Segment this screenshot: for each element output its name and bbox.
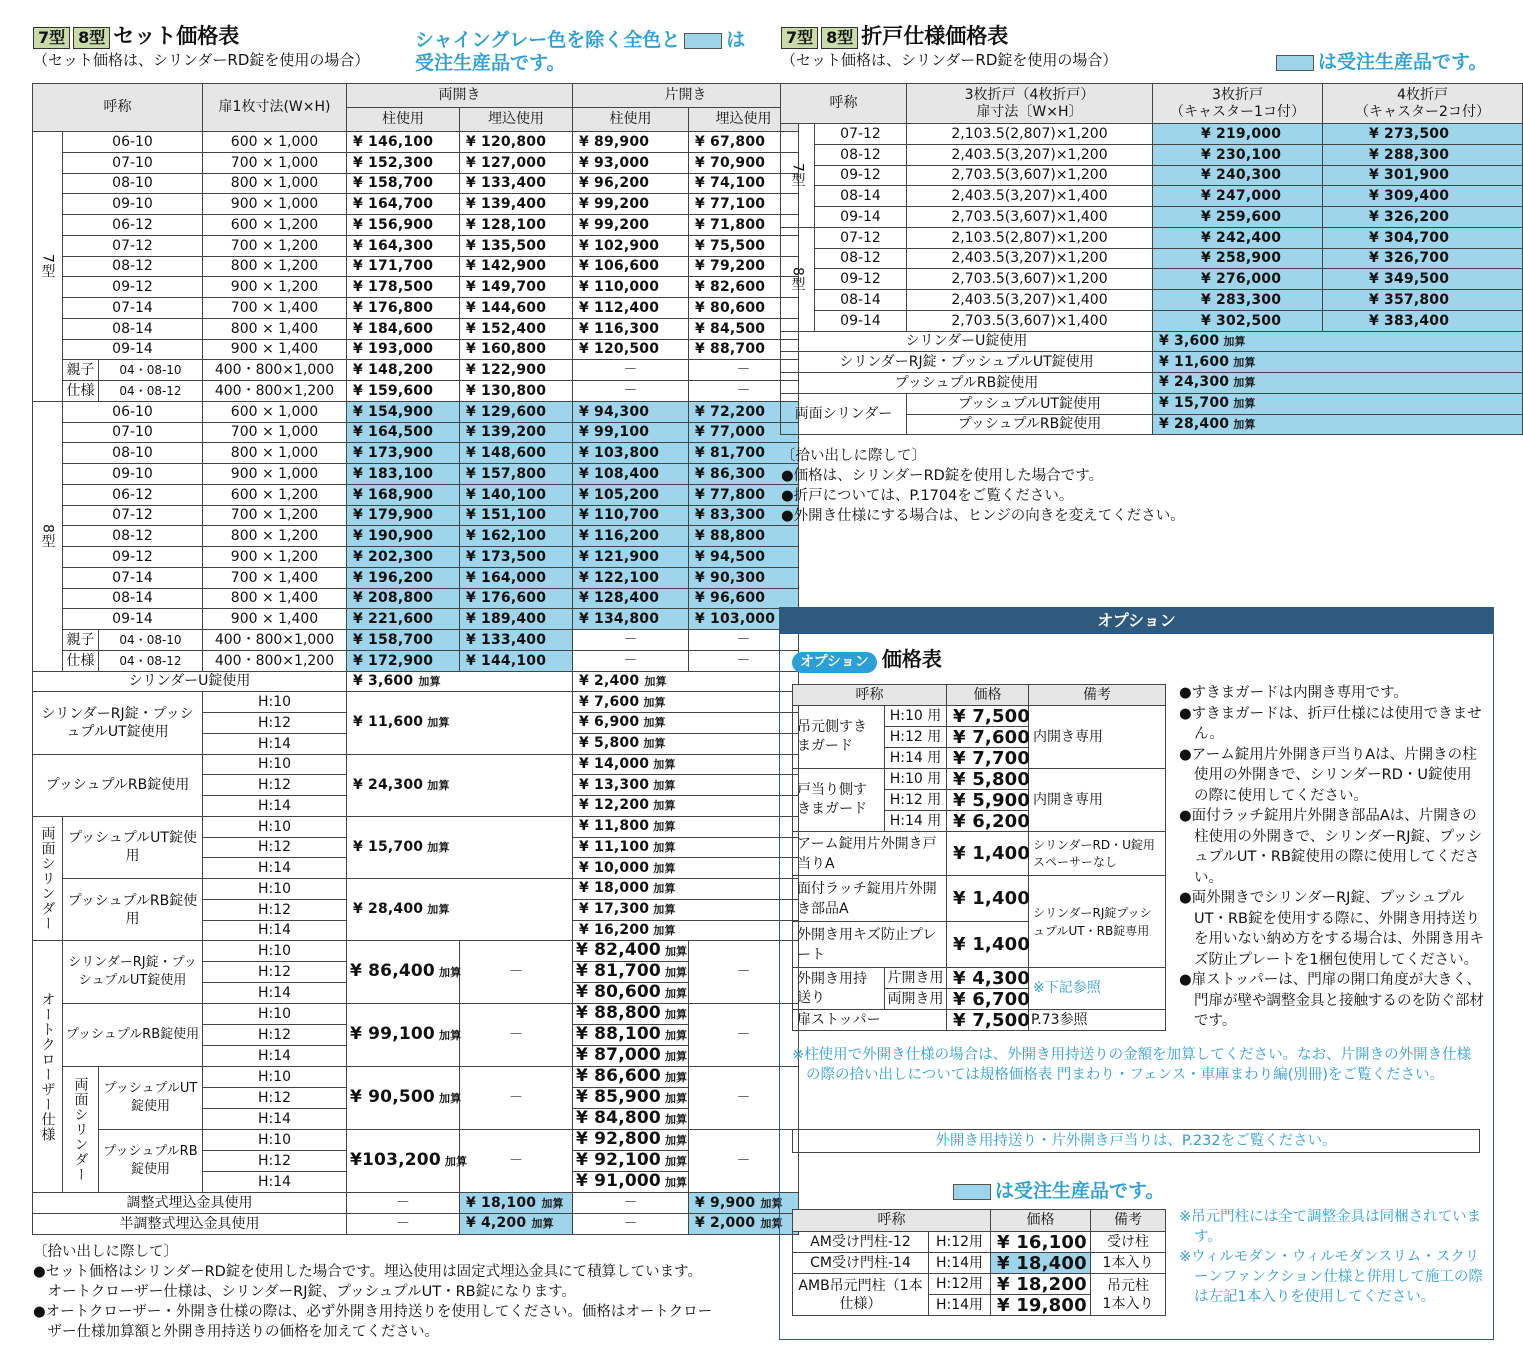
right-header: 7型 8型 折戸仕様価格表 （セット価格は、シリンダーRD錠を使用の場合） [781, 24, 1118, 69]
table-row: 08-14 2,403.5(3,207)×1,400 ¥ 247,000 ¥ 309,400 [781, 186, 1523, 207]
table-row: H:14 ¥ 87,000 加算 [33, 1046, 799, 1067]
table-row: H:12 用 ¥ 7,600 [793, 727, 1166, 748]
table-row: 09-14 2,703.5(3,607)×1,400 ¥ 302,500 ¥ 383,400 [781, 310, 1523, 331]
table-row: 09-12 2,703.5(3,607)×1,200 ¥ 240,300 ¥ 301,900 [781, 165, 1523, 186]
table-row: H:14 ¥ 12,200 加算 [33, 796, 799, 817]
table-row: 09-10 900 × 1,000 ¥ 183,100 ¥ 157,800 ¥ 108,400 ¥ 86,300 [33, 464, 799, 485]
table-row: H:14 ¥ 80,600 加算 [33, 983, 799, 1004]
left-notes: 〔拾い出しに際して〕 ●セット価格はシリンダーRD錠を使用した場合です。埋込使用は固定式埋込金具にて積算しています。 オートクローザー仕様は、シリンダーRJ錠、プッシュプルUT・RB錠になります。 ●オートクローザー・外開き仕様の際は、必ず外開き用持送りを使用してください。価格はオートクロー ザー仕様加算額と外開き用持送りの価格を加えてください。 [33, 1244, 713, 1340]
table-row: 06-12 600 × 1,200 ¥ 168,900 ¥ 140,100 ¥ 105,200 ¥ 77,800 [33, 484, 799, 505]
table-row: 扉ストッパー ¥ 7,500 P.73参照 [793, 1010, 1166, 1031]
table-row: シリンダーRJ錠・プッシュプルUT錠使用 H:10 ¥ 11,600 加算 ¥ 7,600 加算 [33, 692, 799, 713]
table-row: 外開き用キズ防止プレート ¥ 1,400 [793, 922, 1166, 968]
left-title: セット価格表 [113, 24, 240, 48]
table-row: 07-12 700 × 1,200 ¥ 179,900 ¥ 151,100 ¥ 110,700 ¥ 83,300 [33, 505, 799, 526]
right-title: 折戸仕様価格表 [861, 24, 1009, 48]
folding-price-table: 呼称 3枚折戸（4枚折戸） 扉寸法〔W×H〕 3枚折戸 （キャスター1コ付） 4枚折戸 （キャスター2コ付） 7型 07-12 2,103.5(2,807)×1,200 ¥ 219,000 ¥ 273,500 08-12 2,403.5(3,207)×1,200 ¥ 230,100 ¥ 288,300 09-12 2,703.5(3,607)×1,200 ¥ 240,300 ¥ 301,900 08-14 2,403.5(3,207)×1,400 ¥ 247,000 ¥ 309,400 09-14 2,703.5(3,607)×1,400 ¥ 259,600 ¥ 326,200 8型 07-12 2,103.5(2,807)×1,200 ¥ 242,400 ¥ 304,700 08-12 2,403.5(3,207)×1,200 ¥ 258,900 ¥ 326,700 09-12 2,703.5(3,607)×1,200 ¥ 276,000 ¥ 349,500 08-14 2,403.5(3,207)×1,400 ¥ 283,300 ¥ 357,800 09-14 2,703.5(3,607)×1,400 ¥ 302,500 ¥ 383,400 シリンダーU錠使用 ¥ 3,600 加算 シリンダーRJ錠・プッシュプルUT錠使用 ¥ 11,600 加算 プッシュプルRB錠使用 ¥ 24,300 加算 両面シリンダー プッシュプルUT錠使用 ¥ 15,700 加算 プッシュプルRB錠使用 ¥ 28,400 加算 [780, 83, 1523, 435]
right-subtitle: （セット価格は、シリンダーRD錠を使用の場合） [781, 51, 1118, 69]
table-row: 両開き用 ¥ 6,700 [793, 989, 1166, 1010]
option-table: 呼称 価格 備考 吊元側すきまガード H:10 用 ¥ 7,500 内開き専用 H:12 用 ¥ 7,600 H:14 用 ¥ 7,700 戸当り側すきまガード H:10 用 ¥ 5,800 内開き専用 H:12 用 ¥ 5,900 H:14 用 ¥ 6,200 アーム錠用片外開き戸当りA ¥ 1,400 シリンダーRD・U錠用スペーサーなし 面付ラッチ錠用片外開き部品A ¥ 1,400 シリンダーRJ錠プッシュプルUT・RB錠専用 外開き用キズ防止プレート ¥ 1,400 外開き用持送り 片開き用 ¥ 4,300 ※下記参照 両開き用 ¥ 6,700 扉ストッパー ¥ 7,500 P.73参照 [792, 684, 1166, 1031]
table-row: 08-12 2,403.5(3,207)×1,200 ¥ 230,100 ¥ 288,300 [781, 144, 1523, 165]
table-row: H:12 ¥ 92,100 加算 [33, 1151, 799, 1172]
table-row: H:14 ¥ 5,800 加算 [33, 733, 799, 754]
table-row: H:12 用 ¥ 5,900 [793, 790, 1166, 811]
post-table: 呼称 価格 備考 AM受け門柱-12 H:12用 ¥ 16,100 受け柱 CM受け門柱-14 H:14用 ¥ 18,400 1本入り AMB吊元門柱（1本仕様） H:12用 ¥ 18,200 吊元柱 1本入り H:14用 ¥ 19,800 [792, 1209, 1166, 1316]
table-row: H:12 ¥ 17,300 加算 [33, 899, 799, 920]
table-row: 09-14 900 × 1,400 ¥ 221,600 ¥ 189,400 ¥ 134,800 ¥ 103,000 [33, 609, 799, 630]
table-row: 7型 07-12 2,103.5(2,807)×1,200 ¥ 219,000 ¥ 273,500 [781, 124, 1523, 145]
table-row: H:12 ¥ 81,700 加算 [33, 962, 799, 983]
table-row: 08-12 2,403.5(3,207)×1,200 ¥ 258,900 ¥ 326,700 [781, 248, 1523, 269]
option-bullets: ●すきまガードは内開き専用です。 ●すきまガードは、折戸仕様には使用できません。 ●アーム錠用片外開き戸当りAは、片開きの柱使用の外開きで、シリンダーRD・U錠使用の際に使用してください。 ●面付ラッチ錠用片外開き部品Aは、片開きの柱使用の外開きで、シリンダーRJ錠、プッシュプルUT・RB錠使用の際に使用してください。 ●両外開きでシリンダーRJ錠、プッシュプルUT・RB錠を使用する際に、外開き用持送りを用いない納め方をする場合は、外開き用キズ防止プレートを1梱包使用してください。 ●扉ストッパーは、門扉の開口角度が大きく、門扉が壁や調整金具と接触するのを防ぐ部材です。 [1179, 685, 1484, 1029]
table-row: 09-12 900 × 1,200 ¥ 178,500 ¥ 149,700 ¥ 110,000 ¥ 82,600 [33, 277, 799, 298]
right-juchu: は受注生産品です。 [1276, 51, 1487, 73]
set-price-table: 呼称 扉1枚寸法(W×H) 両開き 片開き 柱使用 埋込使用 柱使用 埋込使用 7型 06-10 600 × 1,000 ¥ 146,100 ¥ 120,800 ¥ 89,900 ¥ 67,800 07-10 700 × 1,000 ¥ 152,300 ¥ 127,000 ¥ 93,000 ¥ 70,900 08-10 800 × 1,000 ¥ 158,700 ¥ 133,400 ¥ 96,200 ¥ 74,100 09-10 900 × 1,000 ¥ 164,700 ¥ 139,400 ¥ 99,200 ¥ 77,100 06-12 600 × 1,200 ¥ 156,900 ¥ 128,100 ¥ 99,200 ¥ 71,800 07-12 700 × 1,200 ¥ 164,300 ¥ 135,500 ¥ 102,900 ¥ 75,500 08-12 800 × 1,200 ¥ 171,700 ¥ 142,900 ¥ 106,600 ¥ 79,200 09-12 900 × 1,200 ¥ 178,500 ¥ 149,700 ¥ 110,000 ¥ 82,600 07-14 700 × 1,400 ¥ 176,800 ¥ 144,600 ¥ 112,400 ¥ 80,600 08-14 800 × 1,400 ¥ 184,600 ¥ 152,400 ¥ 116,300 ¥ 84,500 09-14 900 × 1,400 ¥ 193,000 ¥ 160,800 ¥ 120,500 ¥ 88,700 親子 04・08-10 400・800×1,000 ¥ 148,200 ¥ 122,900 － － 仕様 04・08-12 400・800×1,200 ¥ 159,600 ¥ 130,800 － － 8型 06-10 600 × 1,000 ¥ 154,900 ¥ 129,600 ¥ 94,300 ¥ 72,200 07-10 700 × 1,000 ¥ 164,500 ¥ 139,200 ¥ 99,100 ¥ 77,000 08-10 800 × 1,000 ¥ 173,900 ¥ 148,600 ¥ 103,800 ¥ 81,700 09-10 900 × 1,000 ¥ 183,100 ¥ 157,800 ¥ 108,400 ¥ 86,300 06-12 600 × 1,200 ¥ 168,900 ¥ 140,100 ¥ 105,200 ¥ 77,800 07-12 700 × 1,200 ¥ 179,900 ¥ 151,100 ¥ 110,700 ¥ 83,300 08-12 800 × 1,200 ¥ 190,900 ¥ 162,100 ¥ 116,200 ¥ 88,800 09-12 900 × 1,200 ¥ 202,300 ¥ 173,500 ¥ 121,900 ¥ 94,500 07-14 700 × 1,400 ¥ 196,200 ¥ 164,000 ¥ 122,100 ¥ 90,300 08-14 800 × 1,400 ¥ 208,800 ¥ 176,600 ¥ 128,400 ¥ 96,600 09-14 900 × 1,400 ¥ 221,600 ¥ 189,400 ¥ 134,800 ¥ 103,000 親子 04・08-10 400・800×1,000 ¥ 158,700 ¥ 133,400 － － 仕様 04・08-12 400・800×1,200 ¥ 172,900 ¥ 144,100 － － シリンダーU錠使用 ¥ 3,600 加算 ¥ 2,400 加算 シリンダーRJ錠・プッシュプルUT錠使用 H:10 ¥ 11,600 加算 ¥ 7,600 加算 H:12 ¥ 6,900 加算 H:14 ¥ 5,800 加算 プッシュプルRB錠使用 H:10 ¥ 24,300 加算 ¥ 14,000 加算 H:12 ¥ 13,300 加算 H:14 ¥ 12,200 加算 両面シリンダー プッシュプルUT錠使用 H:10 ¥ 15,700 加算 ¥ 11,800 加算 H:12 ¥ 11,100 加算 H:14 ¥ 10,000 加算 プッシュプルRB錠使用 H:10 ¥ 28,400 加算 ¥ 18,000 加算 H:12 ¥ 17,300 加算 H:14 ¥ 16,200 加算 オートクローザー仕様 シリンダーRJ錠・プッシュプルUT錠使用 H:10 ¥ 86,400 加算 － ¥ 82,400 加算 － H:12 ¥ 81,700 加算 H:14 ¥ 80,600 加算 プッシュプルRB錠使用 H:10 ¥ 99,100 加算 － ¥ 88,800 加算 － H:12 ¥ 88,100 加算 H:14 ¥ 87,000 加算 両面シリンダー プッシュプルUT錠使用 H:10 ¥ 90,500 加算 － ¥ 86,600 加算 － H:12 ¥ 85,900 加算 H:14 ¥ 84,800 加算 プッシュプルRB錠使用 H:10 ¥103,200 加算 － ¥ 92,800 加算 － H:12 ¥ 92,100 加算 H:14 ¥ 91,000 加算 調整式埋込金具使用 － ¥ 18,100 加算 － ¥ 9,900 加算 半調整式埋込金具使用 － ¥ 4,200 加算 － ¥ 2,000 加算 [32, 83, 799, 1235]
group-label: 7型 [33, 132, 63, 402]
option-heading: オプション 価格表 [792, 647, 942, 673]
table-row: 両面シリンダー プッシュプルUT錠使用 H:10 ¥ 15,700 加算 ¥ 11,800 加算 [33, 816, 799, 837]
table-row: 08-14 800 × 1,400 ¥ 208,800 ¥ 176,600 ¥ 128,400 ¥ 96,600 [33, 588, 799, 609]
table-row: 両面シリンダー プッシュプルUT錠使用 ¥ 15,700 加算 [781, 393, 1523, 414]
table-row: 06-12 600 × 1,200 ¥ 156,900 ¥ 128,100 ¥ 99,200 ¥ 71,800 [33, 215, 799, 236]
table-row: 外開き用持送り 片開き用 ¥ 4,300 ※下記参照 [793, 968, 1166, 989]
table-row: 両面シリンダー プッシュプルUT錠使用 H:10 ¥ 90,500 加算 － ¥ 86,600 加算 － [33, 1067, 799, 1088]
table-row: シリンダーRJ錠・プッシュプルUT錠使用 ¥ 11,600 加算 [781, 352, 1523, 373]
post-side-notes: ※吊元門柱には全て調整金具は同梱されています。 ※ウィルモダン・ウィルモダンスリム・スクリーンファンクション仕様と併用して施工の際は左記1本入りを使用してください。 [1179, 1209, 1483, 1305]
table-row: 09-12 900 × 1,200 ¥ 202,300 ¥ 173,500 ¥ 121,900 ¥ 94,500 [33, 547, 799, 568]
option-juchu: は受注生産品です。 [953, 1180, 1164, 1202]
table-row: シリンダーU錠使用 ¥ 3,600 加算 [781, 331, 1523, 352]
table-row: 08-10 800 × 1,000 ¥ 173,900 ¥ 148,600 ¥ 103,800 ¥ 81,700 [33, 443, 799, 464]
option-asterisk: ※柱使用で外開き仕様の場合は、外開き用持送りの金額を加算してください。なお、片開きの外開き仕様の際の拾い出しについては規格価格表 門まわり・フェンス・車庫まわり編(別冊)をご覧ください。 [792, 1047, 1472, 1083]
table-row: 08-14 800 × 1,400 ¥ 184,600 ¥ 152,400 ¥ 116,300 ¥ 84,500 [33, 318, 799, 339]
table-row: H:14 ¥ 16,200 加算 [33, 920, 799, 941]
table-row: 07-10 700 × 1,000 ¥ 152,300 ¥ 127,000 ¥ 93,000 ¥ 70,900 [33, 152, 799, 173]
table-row: プッシュプルRB錠使用 H:10 ¥ 24,300 加算 ¥ 14,000 加算 [33, 754, 799, 775]
table-row: 親子 04・08-10 400・800×1,000 ¥ 158,700 ¥ 133,400 － － [33, 630, 799, 651]
table-row: プッシュプルRB錠使用 H:10 ¥ 28,400 加算 ¥ 18,000 加算 [33, 879, 799, 900]
table-row: H:12 ¥ 85,900 加算 [33, 1088, 799, 1109]
table-row: 吊元側すきまガード H:10 用 ¥ 7,500 内開き専用 [793, 706, 1166, 727]
table-row: 09-14 2,703.5(3,607)×1,400 ¥ 259,600 ¥ 326,200 [781, 207, 1523, 228]
table-row: 07-12 700 × 1,200 ¥ 164,300 ¥ 135,500 ¥ 102,900 ¥ 75,500 [33, 235, 799, 256]
table-row: 戸当り側すきまガード H:10 用 ¥ 5,800 内開き専用 [793, 769, 1166, 790]
left-header [33, 24, 369, 69]
table-row: 仕様 04・08-12 400・800×1,200 ¥ 159,600 ¥ 130,800 － － [33, 381, 799, 402]
table-row: 7型 06-10 600 × 1,000 ¥ 146,100 ¥ 120,800 ¥ 89,900 ¥ 67,800 [33, 132, 799, 153]
table-row: 08-14 2,403.5(3,207)×1,400 ¥ 283,300 ¥ 357,800 [781, 290, 1523, 311]
table-row: 8型 06-10 600 × 1,000 ¥ 154,900 ¥ 129,600 ¥ 94,300 ¥ 72,200 [33, 401, 799, 422]
table-row: プッシュプルRB錠使用 H:10 ¥ 99,100 加算 － ¥ 88,800 加算 － [33, 1004, 799, 1025]
table-row: 面付ラッチ錠用片外開き部品A ¥ 1,400 シリンダーRJ錠プッシュプルUT・RB錠専用 [793, 876, 1166, 922]
table-row: 07-14 700 × 1,400 ¥ 196,200 ¥ 164,000 ¥ 122,100 ¥ 90,300 [33, 567, 799, 588]
color-swatch [684, 33, 722, 49]
table-row: 09-10 900 × 1,000 ¥ 164,700 ¥ 139,400 ¥ 99,200 ¥ 77,100 [33, 194, 799, 215]
badge-7: 7型 [33, 27, 70, 49]
table-row: H:12 ¥ 11,100 加算 [33, 837, 799, 858]
table-row: 08-12 800 × 1,200 ¥ 190,900 ¥ 162,100 ¥ 116,200 ¥ 88,800 [33, 526, 799, 547]
group-label: 8型 [33, 401, 63, 671]
table-row: H:12 ¥ 6,900 加算 [33, 713, 799, 734]
left-note: シャイングレー色を除く全色と は 受注生産品です。 [415, 29, 746, 74]
table-row: 09-12 2,703.5(3,607)×1,200 ¥ 276,000 ¥ 349,500 [781, 269, 1523, 290]
table-row: アーム錠用片外開き戸当りA ¥ 1,400 シリンダーRD・U錠用スペーサーなし [793, 832, 1166, 876]
table-row: プッシュプルRB錠使用 ¥ 28,400 加算 [781, 414, 1523, 435]
table-row: H:12 ¥ 88,100 加算 [33, 1025, 799, 1046]
table-row: 08-10 800 × 1,000 ¥ 158,700 ¥ 133,400 ¥ 96,200 ¥ 74,100 [33, 173, 799, 194]
table-row: 08-12 800 × 1,200 ¥ 171,700 ¥ 142,900 ¥ 106,600 ¥ 79,200 [33, 256, 799, 277]
table-row: 仕様 04・08-12 400・800×1,200 ¥ 172,900 ¥ 144,100 － － [33, 650, 799, 671]
table-row: プッシュプルRB錠使用 ¥ 24,300 加算 [781, 373, 1523, 394]
table-row: H:14 用 ¥ 6,200 [793, 811, 1166, 832]
table-row: H:14 ¥ 91,000 加算 [33, 1172, 799, 1193]
table-row: H:14 用 ¥ 7,700 [793, 748, 1166, 769]
table-row: 09-14 900 × 1,400 ¥ 193,000 ¥ 160,800 ¥ 120,500 ¥ 88,700 [33, 339, 799, 360]
table-row: 07-10 700 × 1,000 ¥ 164,500 ¥ 139,200 ¥ 99,100 ¥ 77,000 [33, 422, 799, 443]
badge-8: 8型 [73, 27, 110, 49]
table-row: H:14 ¥ 84,800 加算 [33, 1109, 799, 1130]
table-row: 07-14 700 × 1,400 ¥ 176,800 ¥ 144,600 ¥ 112,400 ¥ 80,600 [33, 298, 799, 319]
option-pill: オプション [792, 652, 877, 673]
option-box: 外開き用持送り・片外開き戸当りは、P.232をご覧ください。 [792, 1129, 1480, 1153]
table-row: 親子 04・08-10 400・800×1,000 ¥ 148,200 ¥ 122,900 － － [33, 360, 799, 381]
right-notes: 〔拾い出しに際して〕 ●価格は、シリンダーRD錠を使用した場合です。 ●折戸については、P.1704をご覧ください。 ●外開き仕様にする場合は、ヒンジの向きを変えてください。 [781, 448, 1185, 524]
left-subtitle: （セット価格は、シリンダーRD錠を使用の場合） [33, 51, 370, 69]
table-row: 8型 07-12 2,103.5(2,807)×1,200 ¥ 242,400 ¥ 304,700 [781, 227, 1523, 248]
table-row: オートクローザー仕様 シリンダーRJ錠・プッシュプルUT錠使用 H:10 ¥ 86,400 加算 － ¥ 82,400 加算 － [33, 941, 799, 962]
table-row: プッシュプルRB錠使用 H:10 ¥103,200 加算 － ¥ 92,800 加算 － [33, 1130, 799, 1151]
option-bar: オプション [780, 608, 1493, 634]
table-row: H:12 ¥ 13,300 加算 [33, 775, 799, 796]
table-row: H:14 ¥ 10,000 加算 [33, 858, 799, 879]
